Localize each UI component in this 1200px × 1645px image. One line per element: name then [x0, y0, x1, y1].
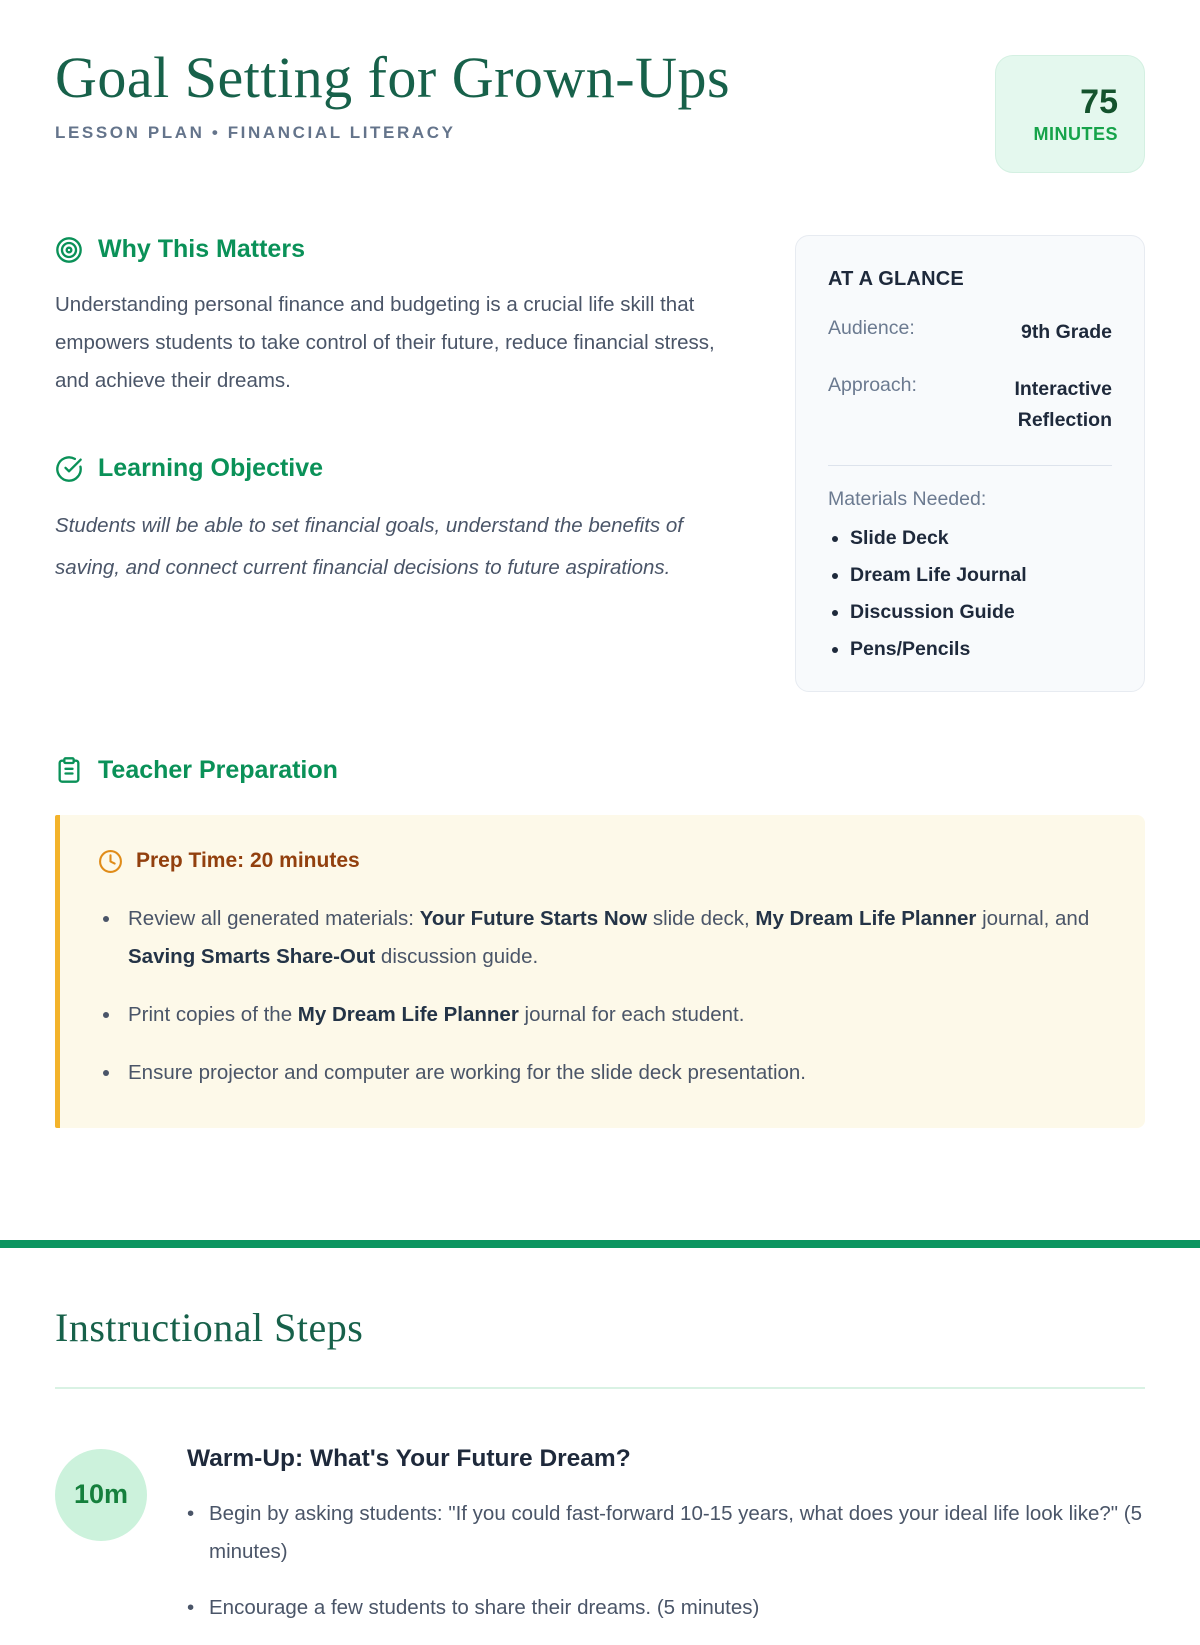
- header: [0, 0, 1200, 173]
- prep-time-row: [98, 849, 1107, 874]
- instructional-steps-section: [0, 1304, 1200, 1645]
- prep-item: • Ensure projector and computer are working for the slide deck presentation.: [122, 1054, 1107, 1092]
- approach-value: Interactive Reflection: [1014, 378, 1112, 432]
- duration-unit: MINUTES: [1033, 124, 1118, 145]
- approach-label: Approach:: [828, 374, 917, 397]
- clipboard-icon: [55, 756, 83, 784]
- at-a-glance-card: [795, 235, 1145, 692]
- glance-title: AT A GLANCE: [828, 268, 964, 290]
- step-1-body: [187, 1435, 1145, 1645]
- why-body-text: Understanding personal finance and budgeting is a crucial life skill that empowers students to take control of their future, reduce financial stress, and achieve their dreams.: [55, 293, 715, 392]
- materials-list: [828, 527, 1112, 661]
- clock-icon: [98, 849, 123, 874]
- audience-label: Audience:: [828, 317, 915, 339]
- step-1-duration-badge: 10m: [55, 1449, 147, 1541]
- page-subtitle: LESSON PLAN • FINANCIAL LITERACY: [55, 122, 456, 142]
- glance-row-audience: [828, 317, 1112, 348]
- glance-divider: [828, 465, 1112, 466]
- prep-checklist: [98, 900, 1107, 1092]
- teacher-preparation-section: [0, 756, 1200, 1128]
- prep-item: • Review all generated materials: Your Future Starts Now slide deck, My Dream Life Planner journal, and Saving Smarts Share-Out discussion guide.: [122, 900, 1107, 976]
- material-item: • Dream Life Journal: [850, 564, 1112, 587]
- section-divider: [0, 1240, 1200, 1248]
- teacher-preparation-heading: [55, 756, 1145, 785]
- material-item: • Slide Deck: [850, 527, 1112, 550]
- prep-callout-box: [55, 815, 1145, 1128]
- check-circle-icon: [55, 455, 83, 483]
- step-bullet: • Begin by asking students: "If you could fast-forward 10-15 years, what does your ideal life look like?" (5 minutes): [187, 1495, 1145, 1571]
- prep-heading-label: Teacher Preparation: [98, 755, 338, 784]
- step-bullet: • Encourage a few students to share their dreams. (5 minutes): [187, 1589, 1145, 1627]
- step-1: [55, 1435, 1145, 1645]
- objective-body-text: Students will be able to set financial goals, understand the benefits of saving, and connect current financial decisions to future aspirations.: [55, 514, 683, 579]
- instructional-steps-title: Instructional Steps: [55, 1304, 1145, 1389]
- main-content: [0, 235, 1200, 692]
- materials-label: Materials Needed:: [828, 487, 987, 510]
- glance-row-approach: [828, 374, 1112, 436]
- objective-heading-label: Learning Objective: [98, 454, 324, 482]
- step-1-bullets: [187, 1495, 1145, 1627]
- learning-objective-section: [55, 454, 745, 589]
- prep-item: • Print copies of the My Dream Life Planner journal for each student.: [122, 996, 1107, 1034]
- why-this-matters-heading: [55, 235, 745, 264]
- duration-value: 75: [1080, 82, 1118, 121]
- prep-time-label: Prep Time: 20 minutes: [136, 849, 360, 873]
- material-item: • Pens/Pencils: [850, 638, 1112, 661]
- step-1-title: Warm-Up: What's Your Future Dream?: [187, 1444, 631, 1472]
- learning-objective-heading: [55, 454, 745, 483]
- header-text: [55, 45, 731, 143]
- main-left-column: [55, 235, 745, 589]
- target-icon: [55, 236, 83, 264]
- page-title: Goal Setting for Grown-Ups: [55, 45, 731, 110]
- why-this-matters-section: [55, 235, 745, 400]
- material-item: • Discussion Guide: [850, 601, 1112, 624]
- audience-value: 9th Grade: [1020, 321, 1112, 343]
- duration-badge: [995, 55, 1145, 173]
- why-heading-label: Why This Matters: [98, 235, 305, 263]
